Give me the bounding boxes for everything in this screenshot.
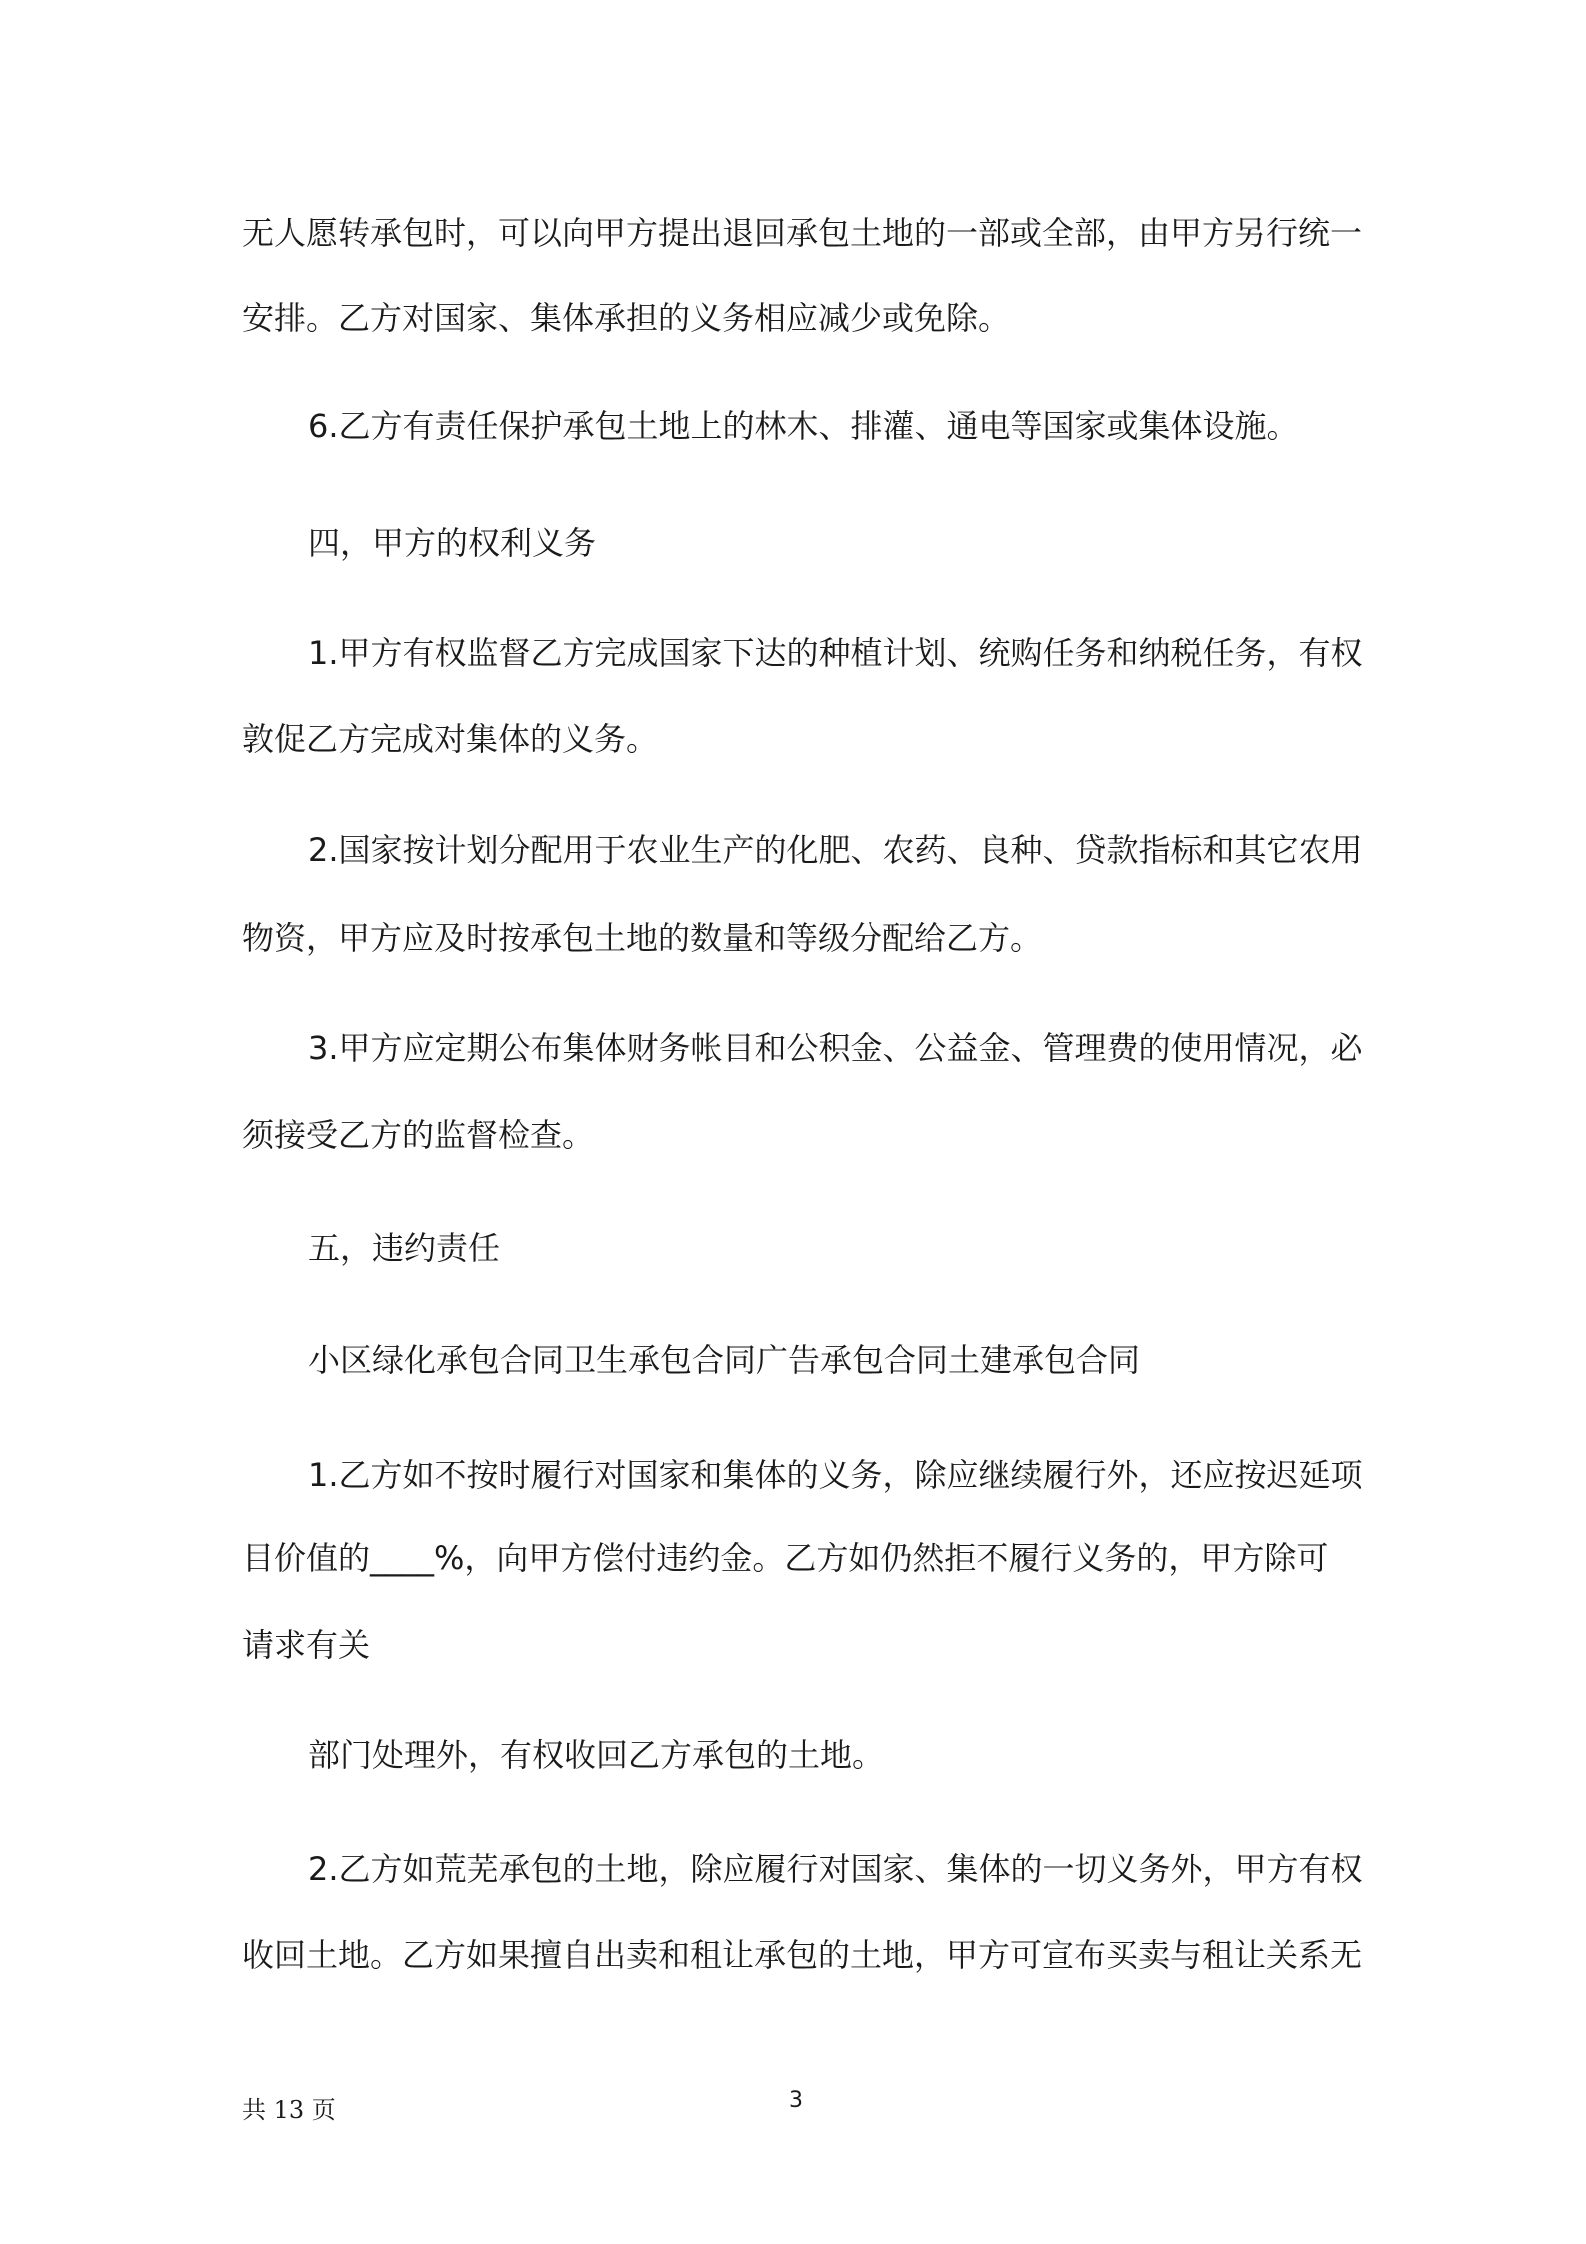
text-line: 敦促乙方完成对集体的义务。 <box>242 720 659 758</box>
text-line: 无人愿转承包时，可以向甲方提出退回承包土地的一部或全部，由甲方另行统一 <box>242 214 1363 252</box>
section-heading: 四，甲方的权利义务 <box>308 524 597 562</box>
text-line: 目价值的____%，向甲方偿付违约金。乙方如仍然拒不履行义务的，甲方除可 <box>242 1539 1329 1577</box>
text-line: 6.乙方有责任保护承包土地上的林木、排灌、通电等国家或集体设施。 <box>308 407 1299 445</box>
text-line: 须接受乙方的监督检查。 <box>242 1116 595 1154</box>
page-number: 3 <box>789 2088 803 2113</box>
text-line: 物资，甲方应及时按承包土地的数量和等级分配给乙方。 <box>242 919 1043 957</box>
text-line: 3.甲方应定期公布集体财务帐目和公积金、公益金、管理费的使用情况，必 <box>308 1029 1363 1067</box>
page-count: 共 13 页 <box>242 2096 336 2124</box>
text-line: 请求有关 <box>242 1626 371 1664</box>
text-line: 小区绿化承包合同卫生承包合同广告承包合同土建承包合同 <box>308 1341 1141 1379</box>
text-line: 1.甲方有权监督乙方完成国家下达的种植计划、统购任务和纳税任务，有权 <box>308 634 1363 672</box>
text-line: 安排。乙方对国家、集体承担的义务相应减少或免除。 <box>242 299 1011 337</box>
section-heading: 五，违约责任 <box>308 1229 501 1267</box>
text-line: 1.乙方如不按时履行对国家和集体的义务，除应继续履行外，还应按迟延项 <box>308 1456 1363 1494</box>
text-line: 2.乙方如荒芜承包的土地，除应履行对国家、集体的一切义务外，甲方有权 <box>308 1850 1363 1888</box>
text-line: 2.国家按计划分配用于农业生产的化肥、农药、良种、贷款指标和其它农用 <box>308 831 1363 869</box>
text-line: 收回土地。乙方如果擅自出卖和租让承包的土地，甲方可宣布买卖与租让关系无 <box>242 1936 1363 1974</box>
text-line: 部门处理外，有权收回乙方承包的土地。 <box>308 1736 885 1774</box>
